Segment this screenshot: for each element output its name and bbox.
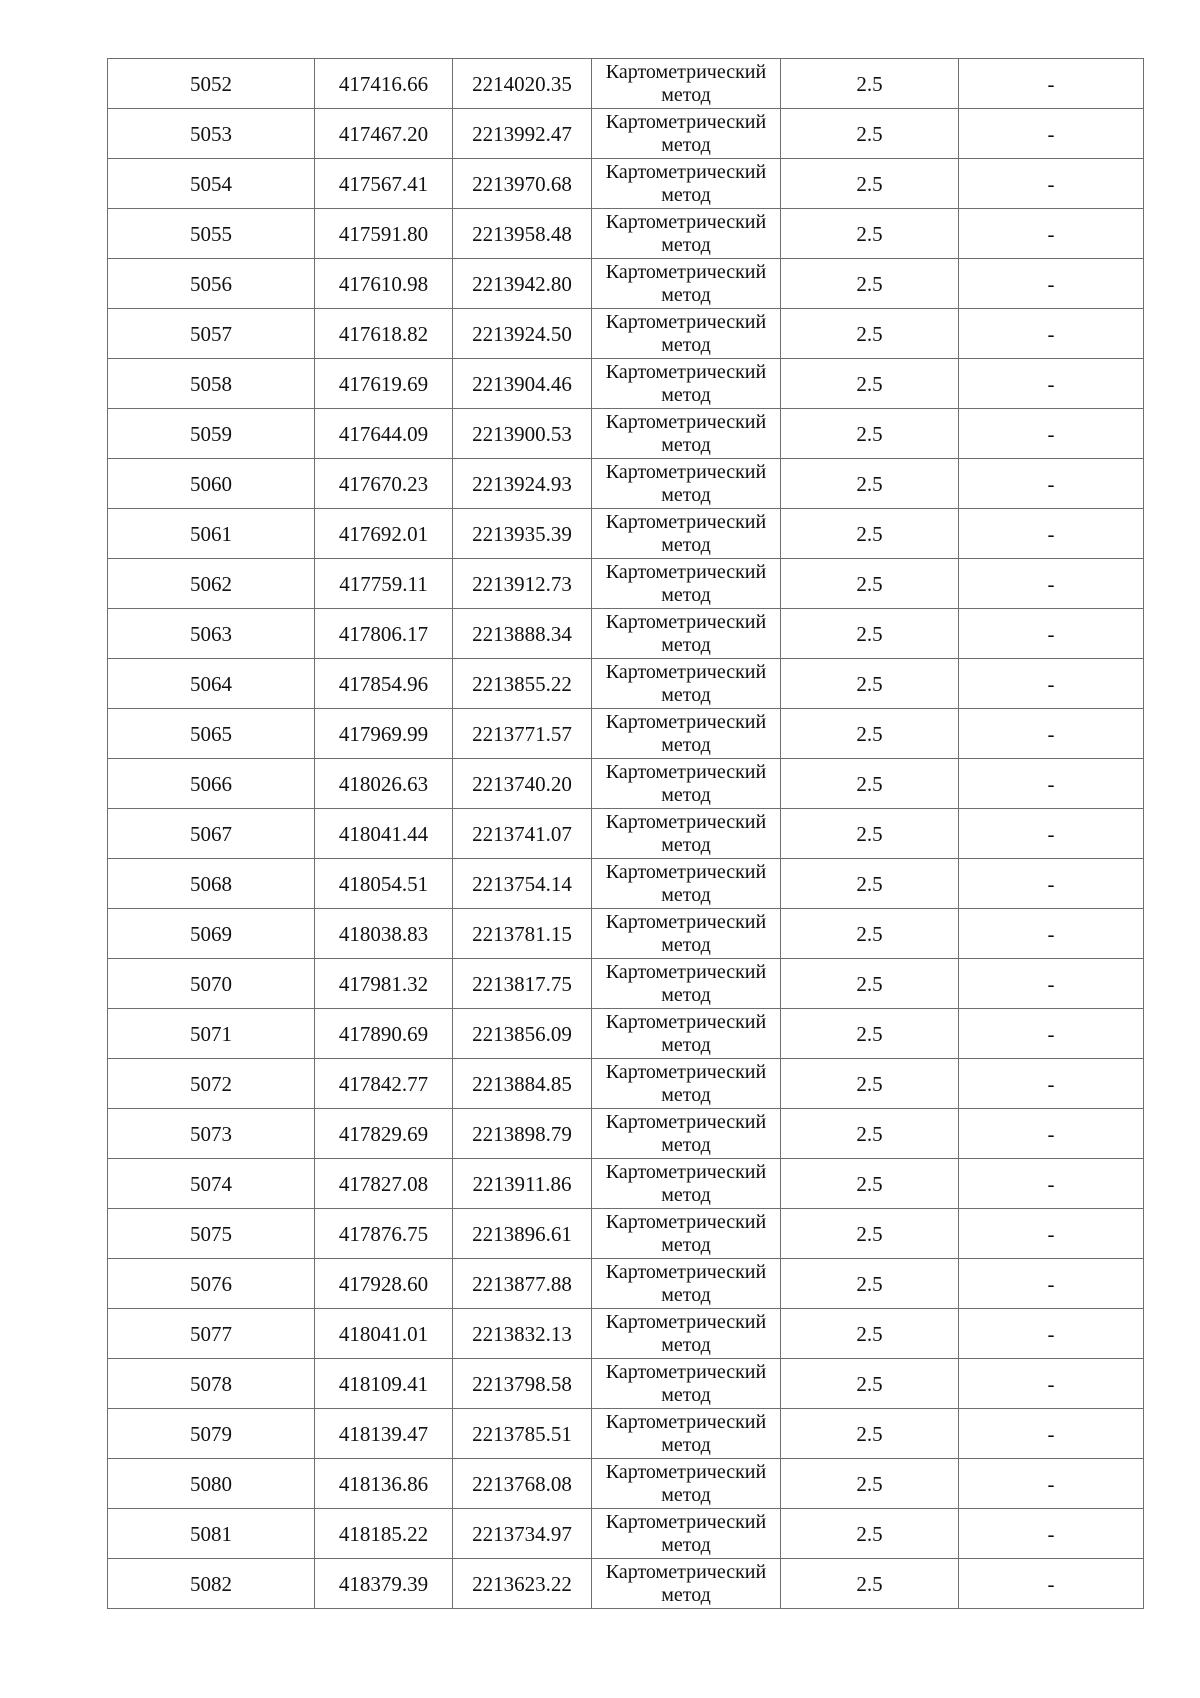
method-cell: [592, 1409, 781, 1459]
point-number-cell: 5060: [108, 459, 315, 509]
y-coordinate-cell: 2213781.15: [453, 909, 592, 959]
y-coordinate-cell: 2213817.75: [453, 959, 592, 1009]
y-coordinate-cell: 2213754.14: [453, 859, 592, 909]
method-line-1: Картометрический: [605, 860, 767, 883]
table-row: [108, 59, 1144, 109]
method-cell: [592, 409, 781, 459]
method-line-1: Картометрический: [605, 810, 767, 833]
y-coordinate-cell: 2213856.09: [453, 1009, 592, 1059]
y-coordinate-cell: 2213740.20: [453, 759, 592, 809]
method-line-1: Картометрический: [605, 610, 767, 633]
method-line-2: метод: [661, 633, 711, 656]
table-row: [108, 1009, 1144, 1059]
x-coordinate-cell: 417890.69: [315, 1009, 453, 1059]
y-coordinate-cell: 2213958.48: [453, 209, 592, 259]
method-line-2: метод: [661, 1333, 711, 1356]
table-row: [108, 109, 1144, 159]
method-line-1: Картометрический: [605, 1310, 767, 1333]
accuracy-cell: 2.5: [781, 1059, 959, 1109]
point-number-cell: 5074: [108, 1159, 315, 1209]
method-line-1: Картометрический: [605, 1460, 767, 1483]
x-coordinate-cell: 417981.32: [315, 959, 453, 1009]
y-coordinate-cell: 2213623.22: [453, 1559, 592, 1609]
note-cell: -: [959, 709, 1144, 759]
x-coordinate-cell: 417759.11: [315, 559, 453, 609]
y-coordinate-cell: 2213785.51: [453, 1409, 592, 1459]
accuracy-cell: 2.5: [781, 1209, 959, 1259]
method-line-2: метод: [661, 683, 711, 706]
note-cell: -: [959, 459, 1144, 509]
method-line-2: метод: [661, 233, 711, 256]
y-coordinate-cell: 2213888.34: [453, 609, 592, 659]
method-line-2: метод: [661, 733, 711, 756]
table-row: [108, 209, 1144, 259]
accuracy-cell: 2.5: [781, 1009, 959, 1059]
point-number-cell: 5067: [108, 809, 315, 859]
table-row: [108, 1559, 1144, 1609]
y-coordinate-cell: 2213970.68: [453, 159, 592, 209]
y-coordinate-cell: 2213741.07: [453, 809, 592, 859]
point-number-cell: 5077: [108, 1309, 315, 1359]
method-line-2: метод: [661, 883, 711, 906]
method-cell: [592, 609, 781, 659]
method-line-2: метод: [661, 1033, 711, 1056]
table-row: [108, 509, 1144, 559]
note-cell: -: [959, 1209, 1144, 1259]
method-cell: [592, 659, 781, 709]
table-row: [108, 609, 1144, 659]
accuracy-cell: 2.5: [781, 309, 959, 359]
point-number-cell: 5071: [108, 1009, 315, 1059]
accuracy-cell: 2.5: [781, 109, 959, 159]
method-line-1: Картометрический: [605, 560, 767, 583]
x-coordinate-cell: 417619.69: [315, 359, 453, 409]
point-number-cell: 5057: [108, 309, 315, 359]
method-line-1: Картометрический: [605, 360, 767, 383]
method-line-1: Картометрический: [605, 1010, 767, 1033]
x-coordinate-cell: 417854.96: [315, 659, 453, 709]
point-number-cell: 5079: [108, 1409, 315, 1459]
note-cell: -: [959, 1009, 1144, 1059]
method-line-1: Картометрический: [605, 460, 767, 483]
accuracy-cell: 2.5: [781, 1559, 959, 1609]
accuracy-cell: 2.5: [781, 59, 959, 109]
method-line-2: метод: [661, 583, 711, 606]
y-coordinate-cell: 2213911.86: [453, 1159, 592, 1209]
y-coordinate-cell: 2213904.46: [453, 359, 592, 409]
method-line-2: метод: [661, 933, 711, 956]
accuracy-cell: 2.5: [781, 709, 959, 759]
table-row: [108, 1259, 1144, 1309]
method-cell: [592, 1209, 781, 1259]
x-coordinate-cell: 417827.08: [315, 1159, 453, 1209]
method-line-2: метод: [661, 1583, 711, 1606]
x-coordinate-cell: 418139.47: [315, 1409, 453, 1459]
y-coordinate-cell: 2213771.57: [453, 709, 592, 759]
x-coordinate-cell: 418041.01: [315, 1309, 453, 1359]
x-coordinate-cell: 418038.83: [315, 909, 453, 959]
note-cell: -: [959, 1459, 1144, 1509]
method-line-2: метод: [661, 1133, 711, 1156]
method-cell: [592, 509, 781, 559]
note-cell: -: [959, 1309, 1144, 1359]
method-line-2: метод: [661, 1533, 711, 1556]
method-line-2: метод: [661, 1283, 711, 1306]
accuracy-cell: 2.5: [781, 909, 959, 959]
method-line-2: метод: [661, 1433, 711, 1456]
method-cell: [592, 459, 781, 509]
accuracy-cell: 2.5: [781, 1109, 959, 1159]
y-coordinate-cell: 2213884.85: [453, 1059, 592, 1109]
table-row: [108, 659, 1144, 709]
accuracy-cell: 2.5: [781, 1309, 959, 1359]
point-number-cell: 5078: [108, 1359, 315, 1409]
method-cell: [592, 1109, 781, 1159]
y-coordinate-cell: 2213855.22: [453, 659, 592, 709]
table-row: [108, 1309, 1144, 1359]
accuracy-cell: 2.5: [781, 859, 959, 909]
point-number-cell: 5065: [108, 709, 315, 759]
x-coordinate-cell: 417876.75: [315, 1209, 453, 1259]
note-cell: -: [959, 59, 1144, 109]
point-number-cell: 5064: [108, 659, 315, 709]
method-line-2: метод: [661, 1083, 711, 1106]
accuracy-cell: 2.5: [781, 509, 959, 559]
x-coordinate-cell: 417567.41: [315, 159, 453, 209]
method-cell: [592, 59, 781, 109]
note-cell: -: [959, 1409, 1144, 1459]
method-cell: [592, 359, 781, 409]
method-line-2: метод: [661, 183, 711, 206]
method-cell: [592, 759, 781, 809]
method-line-1: Картометрический: [605, 1360, 767, 1383]
method-line-1: Картометрический: [605, 760, 767, 783]
table-row: [108, 259, 1144, 309]
point-number-cell: 5072: [108, 1059, 315, 1109]
note-cell: -: [959, 559, 1144, 609]
method-line-1: Картометрический: [605, 710, 767, 733]
point-number-cell: 5056: [108, 259, 315, 309]
method-line-2: метод: [661, 1383, 711, 1406]
method-line-2: метод: [661, 1483, 711, 1506]
point-number-cell: 5069: [108, 909, 315, 959]
method-line-1: Картометрический: [605, 910, 767, 933]
note-cell: -: [959, 1559, 1144, 1609]
note-cell: -: [959, 109, 1144, 159]
note-cell: -: [959, 409, 1144, 459]
accuracy-cell: 2.5: [781, 359, 959, 409]
accuracy-cell: 2.5: [781, 159, 959, 209]
method-cell: [592, 209, 781, 259]
note-cell: -: [959, 209, 1144, 259]
table-row: [108, 1109, 1144, 1159]
method-line-2: метод: [661, 1233, 711, 1256]
method-cell: [592, 859, 781, 909]
note-cell: -: [959, 759, 1144, 809]
note-cell: -: [959, 1109, 1144, 1159]
method-cell: [592, 809, 781, 859]
method-line-1: Картометрический: [605, 960, 767, 983]
table-row: [108, 909, 1144, 959]
x-coordinate-cell: 417467.20: [315, 109, 453, 159]
method-line-2: метод: [661, 533, 711, 556]
method-line-1: Картометрический: [605, 260, 767, 283]
x-coordinate-cell: 417692.01: [315, 509, 453, 559]
point-number-cell: 5075: [108, 1209, 315, 1259]
note-cell: -: [959, 1159, 1144, 1209]
x-coordinate-cell: 417618.82: [315, 309, 453, 359]
method-line-1: Картометрический: [605, 60, 767, 83]
method-line-1: Картометрический: [605, 110, 767, 133]
method-line-1: Картометрический: [605, 1560, 767, 1583]
table-row: [108, 709, 1144, 759]
method-line-2: метод: [661, 133, 711, 156]
method-line-2: метод: [661, 283, 711, 306]
y-coordinate-cell: 2213900.53: [453, 409, 592, 459]
method-cell: [592, 1509, 781, 1559]
point-number-cell: 5073: [108, 1109, 315, 1159]
y-coordinate-cell: 2213768.08: [453, 1459, 592, 1509]
point-number-cell: 5070: [108, 959, 315, 1009]
method-cell: [592, 1259, 781, 1309]
y-coordinate-cell: 2213877.88: [453, 1259, 592, 1309]
x-coordinate-cell: 418054.51: [315, 859, 453, 909]
point-number-cell: 5054: [108, 159, 315, 209]
y-coordinate-cell: 2213912.73: [453, 559, 592, 609]
x-coordinate-cell: 417928.60: [315, 1259, 453, 1309]
accuracy-cell: 2.5: [781, 1509, 959, 1559]
point-number-cell: 5059: [108, 409, 315, 459]
accuracy-cell: 2.5: [781, 259, 959, 309]
coordinates-table-body: [108, 59, 1144, 1609]
method-cell: [592, 1159, 781, 1209]
y-coordinate-cell: 2213942.80: [453, 259, 592, 309]
accuracy-cell: 2.5: [781, 1459, 959, 1509]
note-cell: -: [959, 1509, 1144, 1559]
method-line-2: метод: [661, 983, 711, 1006]
accuracy-cell: 2.5: [781, 1359, 959, 1409]
x-coordinate-cell: 417591.80: [315, 209, 453, 259]
method-cell: [592, 709, 781, 759]
method-cell: [592, 1459, 781, 1509]
method-line-2: метод: [661, 83, 711, 106]
method-line-1: Картометрический: [605, 1510, 767, 1533]
method-cell: [592, 559, 781, 609]
table-row: [108, 859, 1144, 909]
table-row: [108, 559, 1144, 609]
method-cell: [592, 159, 781, 209]
method-cell: [592, 1309, 781, 1359]
method-cell: [592, 259, 781, 309]
method-cell: [592, 109, 781, 159]
point-number-cell: 5082: [108, 1559, 315, 1609]
y-coordinate-cell: 2213832.13: [453, 1309, 592, 1359]
method-line-1: Картометрический: [605, 510, 767, 533]
point-number-cell: 5063: [108, 609, 315, 659]
point-number-cell: 5058: [108, 359, 315, 409]
point-number-cell: 5068: [108, 859, 315, 909]
point-number-cell: 5052: [108, 59, 315, 109]
point-number-cell: 5053: [108, 109, 315, 159]
point-number-cell: 5076: [108, 1259, 315, 1309]
table-row: [108, 359, 1144, 409]
note-cell: -: [959, 1259, 1144, 1309]
y-coordinate-cell: 2213924.93: [453, 459, 592, 509]
coordinates-table: [107, 58, 1144, 1609]
table-row: [108, 1059, 1144, 1109]
method-cell: [592, 959, 781, 1009]
table-row: [108, 1409, 1144, 1459]
table-row: [108, 809, 1144, 859]
y-coordinate-cell: 2213896.61: [453, 1209, 592, 1259]
x-coordinate-cell: 418041.44: [315, 809, 453, 859]
note-cell: -: [959, 659, 1144, 709]
x-coordinate-cell: 417670.23: [315, 459, 453, 509]
x-coordinate-cell: 417969.99: [315, 709, 453, 759]
method-cell: [592, 1559, 781, 1609]
note-cell: -: [959, 809, 1144, 859]
method-line-1: Картометрический: [605, 1260, 767, 1283]
point-number-cell: 5080: [108, 1459, 315, 1509]
method-line-1: Картометрический: [605, 410, 767, 433]
y-coordinate-cell: 2214020.35: [453, 59, 592, 109]
accuracy-cell: 2.5: [781, 1409, 959, 1459]
method-line-1: Картометрический: [605, 1160, 767, 1183]
x-coordinate-cell: 418109.41: [315, 1359, 453, 1409]
table-row: [108, 759, 1144, 809]
point-number-cell: 5066: [108, 759, 315, 809]
method-line-1: Картометрический: [605, 660, 767, 683]
x-coordinate-cell: 418379.39: [315, 1559, 453, 1609]
note-cell: -: [959, 859, 1144, 909]
note-cell: -: [959, 259, 1144, 309]
method-line-1: Картометрический: [605, 210, 767, 233]
method-cell: [592, 1059, 781, 1109]
method-line-2: метод: [661, 333, 711, 356]
method-line-1: Картометрический: [605, 1210, 767, 1233]
point-number-cell: 5081: [108, 1509, 315, 1559]
method-line-2: метод: [661, 483, 711, 506]
y-coordinate-cell: 2213992.47: [453, 109, 592, 159]
accuracy-cell: 2.5: [781, 409, 959, 459]
accuracy-cell: 2.5: [781, 759, 959, 809]
table-row: [108, 1209, 1144, 1259]
x-coordinate-cell: 417829.69: [315, 1109, 453, 1159]
x-coordinate-cell: 417806.17: [315, 609, 453, 659]
note-cell: -: [959, 909, 1144, 959]
accuracy-cell: 2.5: [781, 809, 959, 859]
method-cell: [592, 1009, 781, 1059]
table-row: [108, 309, 1144, 359]
note-cell: -: [959, 509, 1144, 559]
table-row: [108, 1359, 1144, 1409]
method-line-1: Картометрический: [605, 1060, 767, 1083]
note-cell: -: [959, 609, 1144, 659]
table-row: [108, 959, 1144, 1009]
accuracy-cell: 2.5: [781, 1259, 959, 1309]
x-coordinate-cell: 417644.09: [315, 409, 453, 459]
method-line-2: метод: [661, 1183, 711, 1206]
method-line-2: метод: [661, 433, 711, 456]
note-cell: -: [959, 359, 1144, 409]
x-coordinate-cell: 418185.22: [315, 1509, 453, 1559]
accuracy-cell: 2.5: [781, 209, 959, 259]
note-cell: -: [959, 959, 1144, 1009]
method-line-1: Картометрический: [605, 160, 767, 183]
note-cell: -: [959, 159, 1144, 209]
table-row: [108, 1159, 1144, 1209]
accuracy-cell: 2.5: [781, 959, 959, 1009]
accuracy-cell: 2.5: [781, 609, 959, 659]
method-line-1: Картометрический: [605, 310, 767, 333]
x-coordinate-cell: 417842.77: [315, 1059, 453, 1109]
note-cell: -: [959, 309, 1144, 359]
method-line-1: Картометрический: [605, 1410, 767, 1433]
y-coordinate-cell: 2213924.50: [453, 309, 592, 359]
table-row: [108, 409, 1144, 459]
table-row: [108, 1509, 1144, 1559]
method-cell: [592, 1359, 781, 1409]
table-row: [108, 1459, 1144, 1509]
y-coordinate-cell: 2213734.97: [453, 1509, 592, 1559]
method-line-1: Картометрический: [605, 1110, 767, 1133]
point-number-cell: 5055: [108, 209, 315, 259]
y-coordinate-cell: 2213898.79: [453, 1109, 592, 1159]
y-coordinate-cell: 2213935.39: [453, 509, 592, 559]
method-line-2: метод: [661, 783, 711, 806]
method-line-2: метод: [661, 833, 711, 856]
y-coordinate-cell: 2213798.58: [453, 1359, 592, 1409]
accuracy-cell: 2.5: [781, 559, 959, 609]
method-cell: [592, 909, 781, 959]
note-cell: -: [959, 1059, 1144, 1109]
method-line-2: метод: [661, 383, 711, 406]
table-row: [108, 159, 1144, 209]
method-cell: [592, 309, 781, 359]
point-number-cell: 5061: [108, 509, 315, 559]
accuracy-cell: 2.5: [781, 1159, 959, 1209]
x-coordinate-cell: 417610.98: [315, 259, 453, 309]
x-coordinate-cell: 417416.66: [315, 59, 453, 109]
x-coordinate-cell: 418136.86: [315, 1459, 453, 1509]
point-number-cell: 5062: [108, 559, 315, 609]
accuracy-cell: 2.5: [781, 459, 959, 509]
x-coordinate-cell: 418026.63: [315, 759, 453, 809]
note-cell: -: [959, 1359, 1144, 1409]
accuracy-cell: 2.5: [781, 659, 959, 709]
table-row: [108, 459, 1144, 509]
